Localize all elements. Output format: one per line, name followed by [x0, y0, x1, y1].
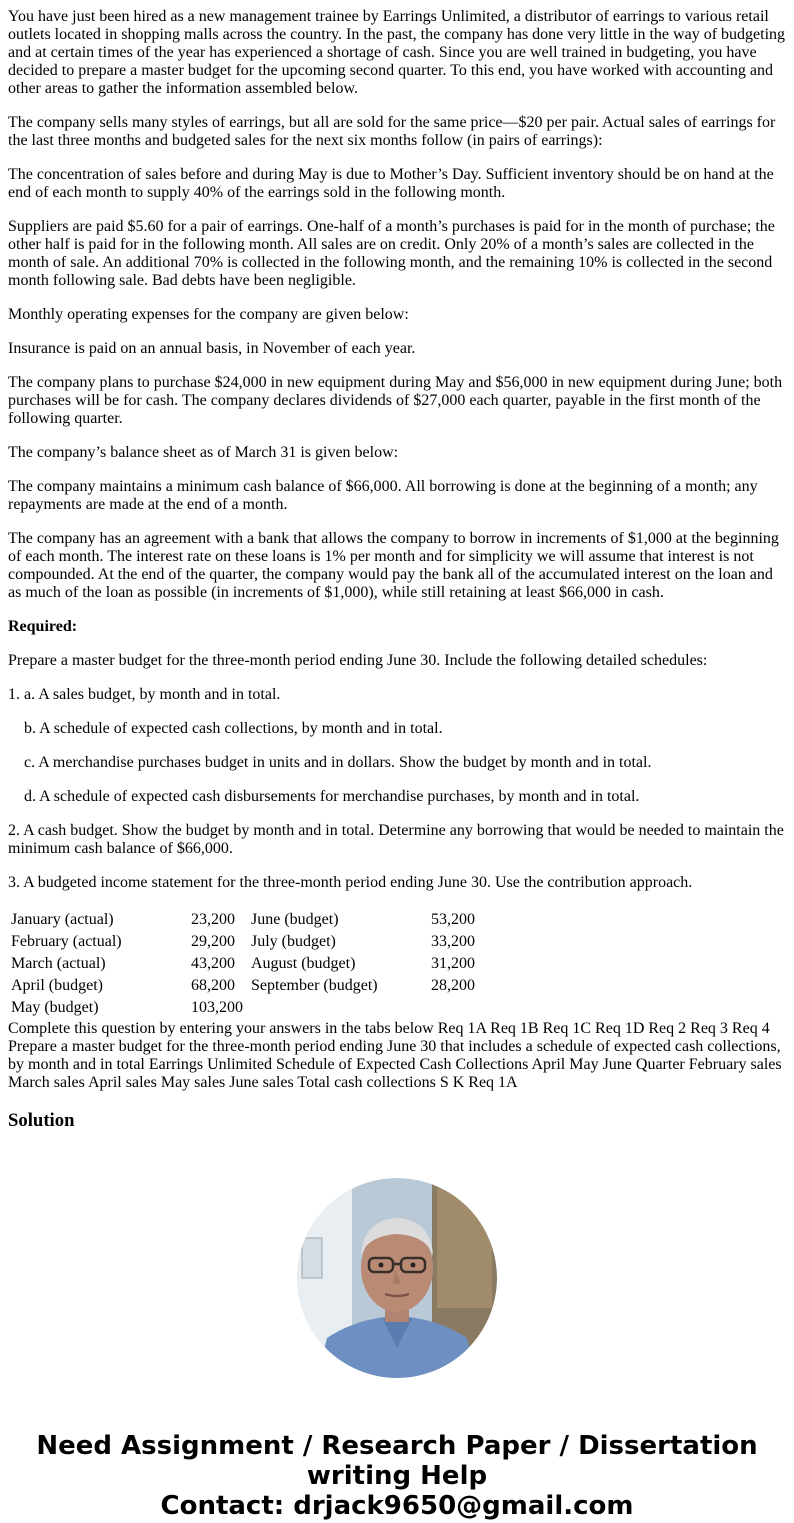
table-cell: May (budget): [11, 999, 99, 1016]
required-intro: Prepare a master budget for the three-month period ending June 30. Include the following detailed schedules:: [8, 652, 708, 669]
tabs-question-text: Complete this question by entering your answers in the tabs below Req 1A Req 1B Req 1C Req 1D Req 2 Req 3 Req 4 Prepare a master budget for the three-month period ending June 30 that includes a schedule of expected cash collections, by month and in total Earrings Unlimited Schedule of Expected Cash Collections April May June Quarter February sales March sales April sales May sales June sales Total cash collections S K Req 1A: [8, 1020, 782, 1091]
requirement-1d: d. A schedule of expected cash disbursements for merchandise purchases, by month and in total.: [24, 788, 640, 805]
table-row: [10, 954, 488, 974]
table-cell: September (budget): [251, 977, 378, 994]
table-cell: April (budget): [11, 977, 103, 994]
insurance-paragraph: Insurance is paid on an annual basis, in November of each year.: [8, 340, 416, 357]
contact-line-1: Need Assignment / Research Paper / Dissertation: [36, 1431, 758, 1461]
required-label: Required:: [8, 618, 78, 635]
requirement-3: 3. A budgeted income statement for the three-month period ending June 30. Use the contribution approach.: [8, 874, 693, 891]
table-cell: June (budget): [251, 911, 339, 928]
table-cell: 43,200: [191, 955, 235, 972]
contact-line-3: Contact: drjack9650@gmail.com: [160, 1491, 634, 1521]
equipment-paragraph: The company plans to purchase $24,000 in new equipment during May and $56,000 in new equipment during June; both purchases will be for cash. The company declares dividends of $27,000 each quarter, payable in the first month of the following quarter.: [8, 374, 783, 427]
operating-expenses-paragraph: Monthly operating expenses for the company are given below:: [8, 306, 409, 323]
table-cell: January (actual): [11, 911, 114, 928]
table-cell: 33,200: [431, 933, 475, 950]
table-row: [10, 976, 488, 996]
contact-line-2: writing Help: [306, 1461, 488, 1491]
table-cell: [430, 998, 488, 1018]
intro-paragraph: You have just been hired as a new management trainee by Earrings Unlimited, a distributor of earrings to various retail outlets located in shopping malls across the country. In the past, the company has done very little in the way of budgeting and at certain times of the year has experienced a shortage of cash. Since you are well trained in budgeting, you have decided to prepare a master budget for the upcoming second quarter. To this end, you have worked with accounting and other areas to gather the information assembled below.: [8, 8, 786, 97]
table-cell: 31,200: [431, 955, 475, 972]
avatar: [297, 1178, 497, 1378]
sales-table: [8, 908, 490, 1020]
requirement-1a: 1. a. A sales budget, by month and in total.: [8, 686, 281, 703]
avatar-container: [8, 1178, 786, 1383]
table-cell: 53,200: [431, 911, 475, 928]
balance-sheet-paragraph: The company’s balance sheet as of March 31 is given below:: [8, 444, 399, 461]
bank-agreement-paragraph: The company has an agreement with a bank that allows the company to borrow in increments of $1,000 at the beginning of each month. The interest rate on these loans is 1% per month and for simplicity we will assume that interest is not compounded. At the end of the quarter, the company would pay the bank all of the accumulated interest on the loan and as much of the loan as possible (in increments of $1,000), while still retaining at least $66,000 in cash.: [8, 530, 779, 601]
table-cell: 68,200: [191, 977, 235, 994]
pricing-paragraph: The company sells many styles of earrings, but all are sold for the same price—$20 per pair. Actual sales of earrings for the last three months and budgeted sales for the next six months follow (in pairs of earrings):: [8, 114, 776, 149]
requirement-2: 2. A cash budget. Show the budget by month and in total. Determine any borrowing that would be needed to maintain the minimum cash balance of $66,000.: [8, 822, 784, 857]
table-cell: August (budget): [251, 955, 356, 972]
table-cell: [250, 998, 428, 1018]
table-cell: 29,200: [191, 933, 235, 950]
minimum-cash-paragraph: The company maintains a minimum cash balance of $66,000. All borrowing is done at the beginning of a month; any repayments are made at the end of a month.: [8, 478, 758, 513]
solution-heading: Solution: [8, 1110, 75, 1131]
inventory-paragraph: The concentration of sales before and during May is due to Mother’s Day. Sufficient inventory should be on hand at the end of each month to supply 40% of the earrings sold in the following month.: [8, 166, 774, 201]
table-row: [10, 998, 488, 1018]
table-cell: March (actual): [11, 955, 106, 972]
table-cell: July (budget): [251, 933, 336, 950]
requirement-1c: c. A merchandise purchases budget in units and in dollars. Show the budget by month and in total.: [24, 754, 652, 771]
table-row: [10, 910, 488, 930]
table-cell: 103,200: [191, 999, 243, 1016]
suppliers-paragraph: Suppliers are paid $5.60 for a pair of earrings. One-half of a month’s purchases is paid for in the month of purchase; the other half is paid for in the following month. All sales are on credit. Only 20% of a month’s sales are collected in the month of sale. An additional 70% is collected in the following month, and the remaining 10% is collected in the second month following sale. Bad debts have been negligible.: [8, 218, 775, 289]
table-cell: 28,200: [431, 977, 475, 994]
requirement-1b: b. A schedule of expected cash collections, by month and in total.: [24, 720, 443, 737]
tutor-photo-icon: [297, 1178, 497, 1378]
table-cell: February (actual): [11, 933, 122, 950]
contact-banner: [8, 1431, 786, 1521]
table-row: [10, 932, 488, 952]
table-cell: 23,200: [191, 911, 235, 928]
